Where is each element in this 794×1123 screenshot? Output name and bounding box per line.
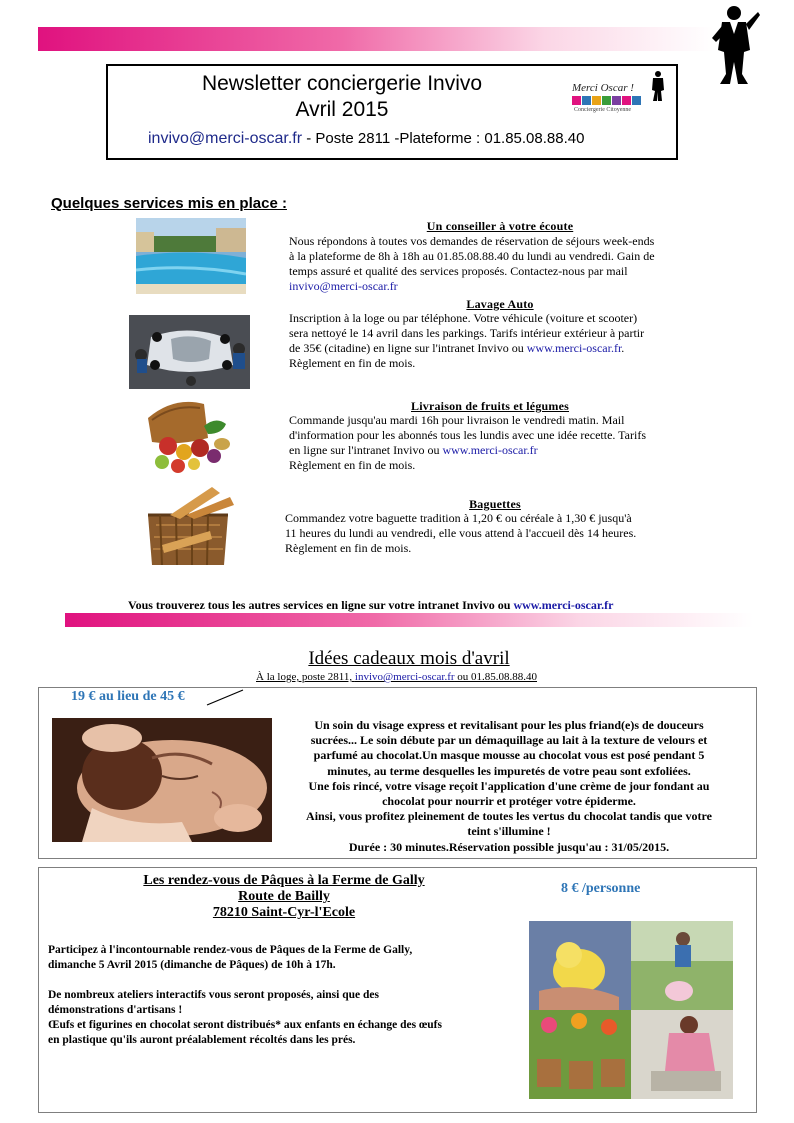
gift-desc-line: sucrées... Le soin débute par un démaquillage au lait à la texture de velours et	[310, 733, 708, 748]
easter-event-box	[38, 867, 757, 1113]
gift-desc-line: Un soin du visage express et revitalisant pour les plus friand(e)s de douceurs	[314, 718, 704, 732]
facial-treatment-photo	[52, 718, 272, 842]
easter-photo-collage	[529, 921, 733, 1099]
service-body-fruits	[289, 413, 709, 473]
logo-icon-strip	[572, 96, 641, 105]
logo-title: Merci Oscar !	[572, 82, 634, 94]
service-text-line: Commandez votre baguette tradition à 1,20 € ou céréale à 1,30 € jusqu'à	[285, 511, 632, 525]
gift-offer-box	[38, 687, 757, 859]
logo-subtitle: Conciergerie Citoyenne	[574, 107, 632, 113]
services-heading: Quelques services mis en place :	[51, 195, 287, 212]
gifts-sub-phone: ou 01.85.08.88.40	[454, 671, 538, 683]
top-gradient-band	[38, 27, 714, 51]
gift-price-new: 19 € au lieu de	[71, 689, 161, 704]
service-text-line: Règlement en fin de mois.	[289, 458, 416, 472]
gifts-email-link[interactable]: invivo@merci-oscar.fr	[354, 671, 455, 683]
newsletter-date: Avril 2015	[295, 98, 389, 121]
contact-details: - Poste 2811 -Plateforme : 01.85.08.88.40	[302, 130, 585, 147]
easter-price: 8 € /personne	[561, 881, 641, 896]
logo-butler-icon	[648, 70, 668, 107]
gift-desc-line: minutes, au terme desquelles les impuretés de votre peau sont exfoliées.	[327, 763, 691, 778]
butler-icon	[708, 4, 760, 88]
service-text-line: à la plateforme de 8h à 18h au 01.85.08.88.40 du lundi au vendredi. Gain de	[289, 249, 655, 263]
merci-oscar-logo	[568, 70, 672, 118]
service-text-line: Nous répondons à toutes vos demandes de réservation de séjours week-ends	[289, 234, 655, 248]
service-text-line: Inscription à la loge ou par téléphone. Votre véhicule (voiture et scooter)	[289, 311, 638, 325]
easter-description	[48, 943, 518, 1048]
service-text-line: d'information pour les abonnés tous les lundis avec une idée recette. Tarifs	[289, 428, 646, 442]
easter-title-line: Route de Bailly	[238, 889, 330, 904]
gift-desc-line: Durée : 30 minutes.Réservation possible jusqu'au : 31/05/2015.	[348, 839, 670, 854]
service-body-lavage	[289, 311, 709, 371]
service-body-baguettes	[285, 511, 705, 556]
easter-title	[69, 873, 499, 921]
service-text-segment: en ligne sur l'intranet Invivo ou	[289, 443, 443, 457]
easter-desc-line: dimanche 5 Avril 2015 (dimanche de Pâques) de 10h à 17h.	[48, 959, 336, 971]
easter-desc-line: démonstrations d'artisans !	[48, 1004, 183, 1016]
service-body-conseiller	[289, 234, 709, 294]
service-title-fruits: Livraison de fruits et légumes	[411, 399, 569, 413]
service-text-line: Commande jusqu'au mardi 16h pour livraison le vendredi matin. Mail	[289, 413, 625, 427]
gift-description	[279, 718, 739, 855]
header-email-link[interactable]: invivo@merci-oscar.fr	[148, 130, 303, 147]
bread-basket-photo	[140, 485, 236, 571]
fruit-basket-photo	[138, 398, 234, 476]
service-title-lavage: Lavage Auto	[466, 297, 534, 311]
gifts-subheading	[256, 671, 537, 683]
easter-desc-line: Œufs et figurines en chocolat seront distribués* aux enfants en échange des œufs	[48, 1019, 442, 1031]
easter-desc-line: Participez à l'incontournable rendez-vous de Pâques de la Ferme de Gally,	[48, 944, 413, 956]
newsletter-title: Newsletter conciergerie Invivo	[201, 72, 483, 95]
gift-desc-line: parfumé au chocolat.Un masque mousse au chocolat vous est posé pendant 5	[313, 748, 705, 763]
newsletter-header	[106, 64, 678, 160]
service-text-segment: de 35€ (citadine) en ligne sur l'intranet Invivo ou	[289, 341, 527, 355]
service-text-segment: .	[621, 341, 625, 355]
service-email-link[interactable]: invivo@merci-oscar.fr	[289, 279, 398, 293]
gifts-heading: Idées cadeaux mois d'avril	[308, 648, 510, 669]
easter-title-line: 78210 Saint-Cyr-l'Ecole	[212, 905, 356, 920]
service-text-line: Règlement en fin de mois.	[289, 356, 416, 370]
gift-desc-line: chocolat pour nourrir et protéger votre épiderme.	[382, 794, 636, 809]
contact-line	[148, 130, 584, 148]
service-website-link[interactable]: www.merci-oscar.fr	[442, 443, 538, 457]
car-wash-photo	[129, 315, 250, 389]
services-footer	[128, 598, 613, 613]
services-footer-link[interactable]: www.merci-oscar.fr	[513, 598, 614, 612]
pool-photo	[136, 218, 246, 294]
gifts-sub-text: À la loge, poste 2811,	[256, 671, 355, 683]
service-text-line: 11 heures du lundi au vendredi, elle vous attend à l'accueil dès 14 heures.	[285, 526, 637, 540]
easter-title-line: Les rendez-vous de Pâques à la Ferme de Gally	[143, 873, 425, 888]
services-footer-text: Vous trouverez tous les autres services en ligne sur votre intranet Invivo ou	[128, 598, 514, 612]
strike-mark-icon	[205, 689, 245, 707]
easter-desc-line: De nombreux ateliers interactifs vous seront proposés, ainsi que des	[48, 989, 379, 1001]
middle-gradient-band	[65, 613, 753, 627]
service-text-line: sera nettoyé le 14 avril dans les parkings. Tarifs intérieur extérieur à partir	[289, 326, 645, 340]
service-website-link[interactable]: www.merci-oscar.fr	[526, 341, 622, 355]
easter-desc-line: en plastique qu'ils auront préalablement récoltés dans les prés.	[48, 1034, 356, 1046]
gift-desc-line: Une fois rincé, votre visage reçoit l'application d'une crème de jour fondant au	[308, 778, 710, 793]
service-title-baguettes: Baguettes	[469, 497, 521, 511]
service-text-line: Règlement en fin de mois.	[285, 541, 412, 555]
service-title-conseiller: Un conseiller à votre écoute	[426, 219, 574, 233]
gift-desc-line: teint s'illumine !	[467, 824, 551, 839]
service-text-line: temps assuré et qualité des services proposés. Contactez-nous par mail	[289, 264, 628, 278]
gift-price	[71, 689, 185, 705]
gift-price-old: 45 €	[160, 689, 185, 704]
gift-desc-line: Ainsi, vous profitez pleinement de toutes les vertus du chocolat tandis que votre	[306, 809, 712, 824]
